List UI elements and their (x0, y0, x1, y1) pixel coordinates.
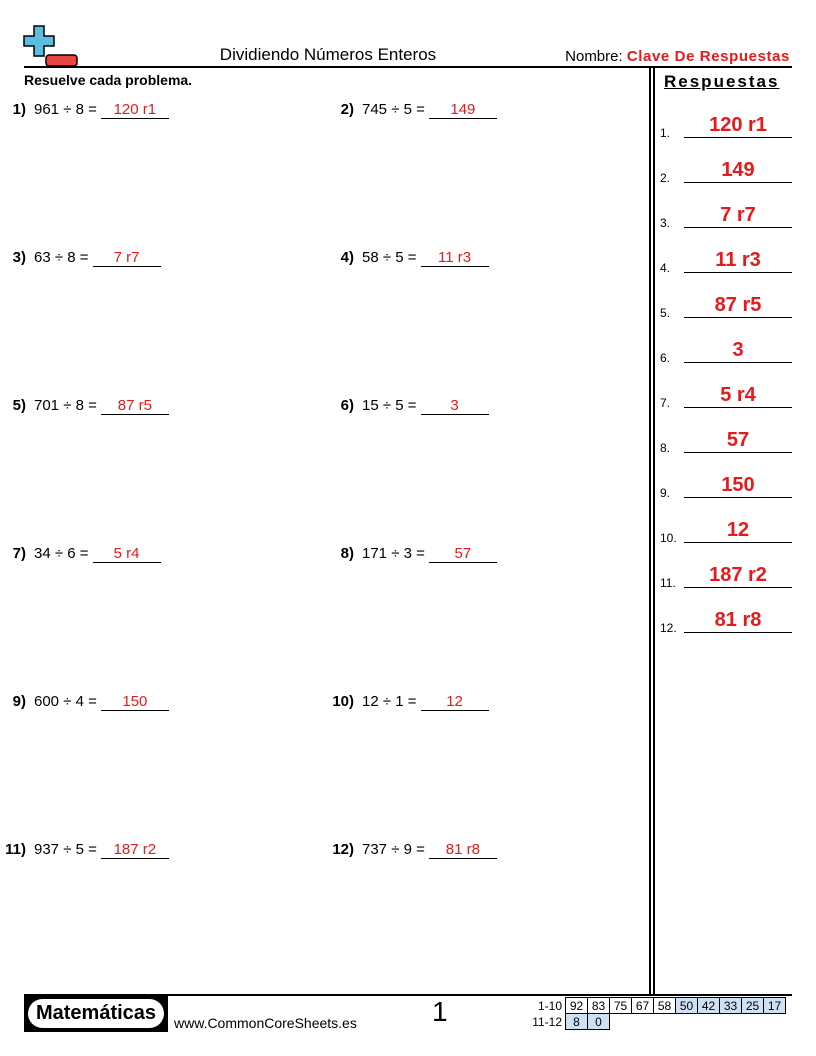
score-cell: 75 (610, 998, 632, 1014)
answer-value: 12 (684, 519, 792, 543)
answer-number: 10. (660, 531, 677, 545)
problem-number: 11) (5, 841, 26, 858)
answer-key-row (660, 425, 792, 455)
problem-answer: 5 r4 (93, 545, 161, 563)
problem-answer: 11 r3 (421, 249, 489, 267)
problem-number: 6) (340, 397, 354, 414)
answer-value: 81 r8 (684, 609, 792, 633)
problem-answer: 149 (429, 101, 497, 119)
problem-answer: 81 r8 (429, 841, 497, 859)
answer-value: 5 r4 (684, 384, 792, 408)
brand-logo (24, 996, 168, 1032)
problem-number: 2) (340, 101, 354, 118)
problem-item (328, 397, 489, 415)
answers-title: Respuestas (664, 72, 780, 91)
problem-number: 12) (332, 841, 354, 858)
score-cell: 42 (698, 998, 720, 1014)
problem-expression: 600 ÷ 4 = (34, 693, 97, 710)
problem-item (0, 101, 169, 119)
score-cell: 92 (566, 998, 588, 1014)
name-field (565, 48, 790, 65)
score-row (528, 998, 786, 1014)
problem-number: 1) (12, 101, 26, 118)
problem-number: 8) (340, 545, 354, 562)
problem-expression: 58 ÷ 5 = (362, 249, 417, 266)
page-title: Dividiendo Números Enteros (219, 45, 437, 64)
problem-number: 4) (340, 249, 354, 266)
answer-number: 7. (660, 396, 671, 410)
page-number: 1 (432, 996, 448, 1027)
problem-item (328, 841, 497, 859)
problem-expression: 961 ÷ 8 = (34, 101, 97, 118)
answer-key-row (660, 605, 792, 635)
answer-number: 9. (660, 486, 671, 500)
site-url: www.CommonCoreSheets.es (174, 1015, 357, 1031)
answer-key-row (660, 200, 792, 230)
answer-key-row (660, 335, 792, 365)
answer-value: 150 (684, 474, 792, 498)
answer-number: 8. (660, 441, 671, 455)
answer-number: 11. (660, 576, 676, 590)
answer-number: 5. (660, 306, 671, 320)
problem-item (0, 249, 161, 267)
instructions: Resuelve cada problema. (24, 72, 193, 88)
problem-item (328, 101, 497, 119)
answer-key-row (660, 110, 792, 140)
problem-number: 3) (12, 249, 26, 266)
problem-item (328, 545, 497, 563)
problem-expression: 15 ÷ 5 = (362, 397, 417, 414)
problem-expression: 745 ÷ 5 = (362, 101, 425, 118)
answer-value: 187 r2 (684, 564, 792, 588)
problem-item (0, 397, 169, 415)
problem-answer: 120 r1 (101, 101, 169, 119)
score-cell: 25 (742, 998, 764, 1014)
problem-answer: 187 r2 (101, 841, 169, 859)
problem-expression: 171 ÷ 3 = (362, 545, 425, 562)
problem-number: 9) (12, 693, 26, 710)
problem-expression: 737 ÷ 9 = (362, 841, 425, 858)
answer-key-row (660, 245, 792, 275)
answer-number: 3. (660, 216, 671, 230)
score-cell: 33 (720, 998, 742, 1014)
problem-item (0, 545, 161, 563)
answer-number: 12. (660, 621, 677, 635)
score-row (528, 1014, 786, 1030)
score-cell: 8 (566, 1014, 588, 1030)
problem-answer: 3 (421, 397, 489, 415)
score-cell: 0 (588, 1014, 610, 1030)
answer-number: 6. (660, 351, 671, 365)
score-cell: 83 (588, 998, 610, 1014)
problem-expression: 701 ÷ 8 = (34, 397, 97, 414)
answer-key-row (660, 560, 792, 590)
problem-answer: 7 r7 (93, 249, 161, 267)
answer-key-row (660, 515, 792, 545)
answer-key-row (660, 470, 792, 500)
answer-key-row (660, 380, 792, 410)
answer-number: 4. (660, 261, 671, 275)
answer-number: 2. (660, 171, 671, 185)
answer-value: 57 (684, 429, 792, 453)
answer-value: 120 r1 (684, 114, 792, 138)
score-cell: 50 (676, 998, 698, 1014)
problem-item (0, 841, 169, 859)
brand-text: Matemáticas (28, 999, 164, 1028)
answer-number: 1. (660, 126, 671, 140)
score-table (528, 997, 786, 1030)
problem-expression: 63 ÷ 8 = (34, 249, 89, 266)
answer-value: 3 (684, 339, 792, 363)
column-divider (653, 68, 655, 995)
problem-expression: 12 ÷ 1 = (362, 693, 417, 710)
answer-key-row (660, 290, 792, 320)
score-cell: 17 (764, 998, 786, 1014)
column-divider (649, 68, 651, 995)
problem-answer: 57 (429, 545, 497, 563)
answer-key-row (660, 155, 792, 185)
problem-answer: 87 r5 (101, 397, 169, 415)
name-value: Clave De Respuestas (626, 48, 790, 65)
problem-number: 7) (12, 545, 26, 562)
answer-value: 149 (684, 159, 792, 183)
problem-expression: 937 ÷ 5 = (34, 841, 97, 858)
score-cell: 58 (654, 998, 676, 1014)
answer-value: 11 r3 (684, 249, 792, 273)
score-row-label: 11-12 (532, 1014, 562, 1029)
score-cell: 67 (632, 998, 654, 1014)
problem-number: 5) (12, 397, 26, 414)
problem-answer: 12 (421, 693, 489, 711)
name-label: Nombre: (565, 48, 623, 65)
problem-item (328, 693, 489, 711)
problem-number: 10) (332, 693, 354, 710)
problem-answer: 150 (101, 693, 169, 711)
problem-item (0, 693, 169, 711)
problem-expression: 34 ÷ 6 = (34, 545, 89, 562)
answer-value: 7 r7 (684, 204, 792, 228)
score-row-label: 1-10 (537, 998, 562, 1013)
answer-value: 87 r5 (684, 294, 792, 318)
header-divider (24, 66, 792, 68)
problem-item (328, 249, 489, 267)
